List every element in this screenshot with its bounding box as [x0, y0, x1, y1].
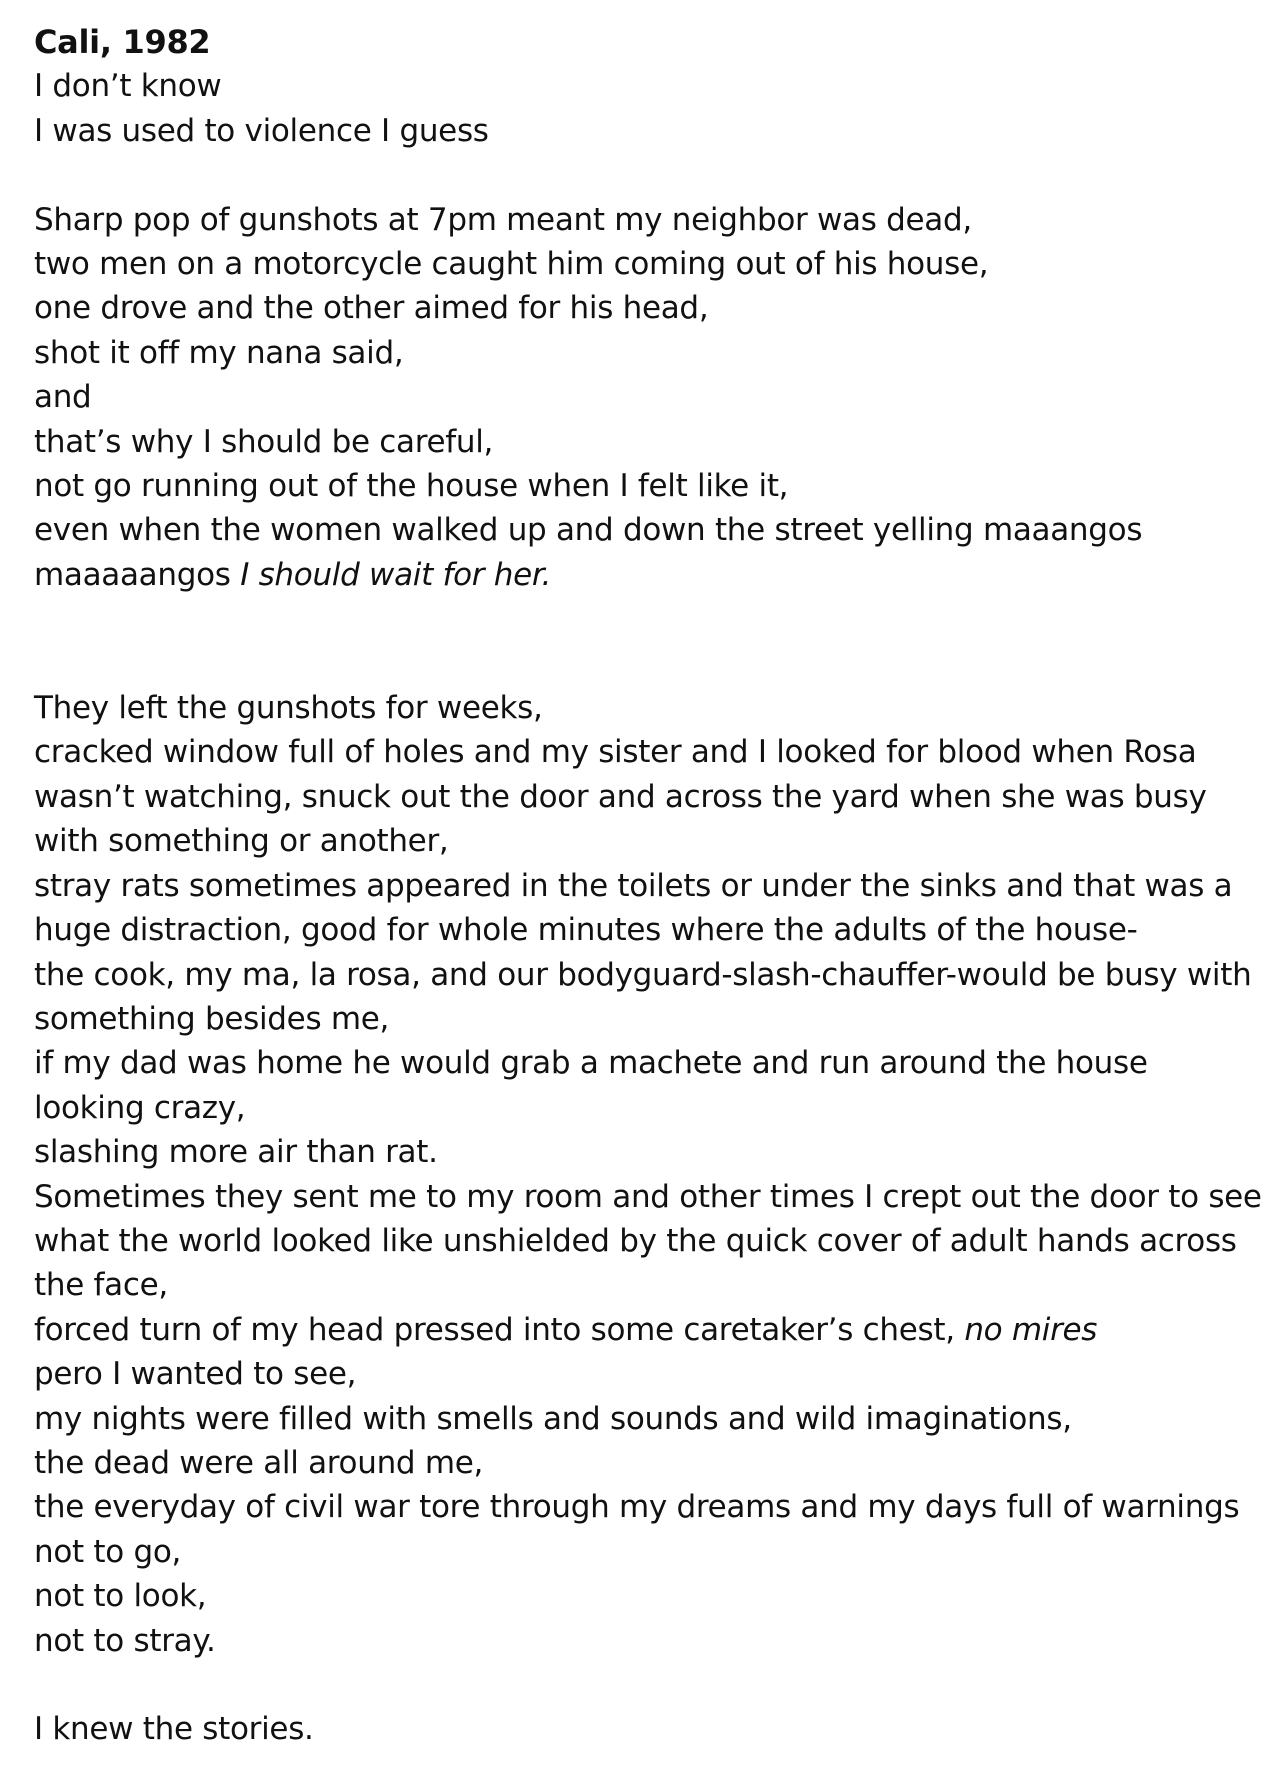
- poem-line: stray rats sometimes appeared in the toilets or under the sinks and that was a: [34, 867, 1233, 904]
- poem-line: I was used to violence I guess: [34, 112, 489, 149]
- poem-line: and: [34, 379, 92, 416]
- stanza-break: [34, 153, 1264, 197]
- poem-line: the cook, my ma, la rosa, and our bodyguard-slash-chauffer-would be busy with: [34, 956, 1252, 993]
- poem-line: cracked window full of holes and my sister and I looked for blood when Rosa: [34, 734, 1197, 771]
- poem-line: pero I wanted to see,: [34, 1356, 357, 1393]
- poem-line: two men on a motorcycle caught him coming out of his house,: [34, 246, 989, 283]
- poem-line: slashing more air than rat.: [34, 1134, 438, 1171]
- poem-line: that’s why I should be careful,: [34, 423, 494, 460]
- poem-line: Sharp pop of gunshots at 7pm meant my neighbor was dead,: [34, 201, 972, 238]
- poem-line: They left the gunshots for weeks,: [34, 690, 543, 727]
- poem-line: wasn’t watching, snuck out the door and across the yard when she was busy: [34, 778, 1207, 815]
- poem-line: the face,: [34, 1267, 168, 1304]
- poem-line: with something or another,: [34, 823, 449, 860]
- poem-line: not go running out of the house when I felt like it,: [34, 468, 789, 505]
- poem-line: what the world looked like unshielded by the quick cover of adult hands across: [34, 1222, 1237, 1259]
- poem-line: looking crazy,: [34, 1089, 246, 1126]
- poem-line: if my dad was home he would grab a machete and run around the house: [34, 1045, 1148, 1082]
- poem-closing-line: I knew the stories.: [34, 1711, 314, 1748]
- poem-line: my nights were filled with smells and sounds and wild imaginations,: [34, 1400, 1072, 1437]
- poem-line: huge distraction, good for whole minutes where the adults of the house-: [34, 912, 1138, 949]
- poem-line: not to go,: [34, 1533, 182, 1570]
- poem-line: shot it off my nana said,: [34, 334, 404, 371]
- poem-line: not to look,: [34, 1578, 207, 1615]
- poem-line: something besides me,: [34, 1000, 390, 1037]
- poem-text: forced turn of my head pressed into some caretaker’s chest,: [34, 1311, 965, 1348]
- stanza-break: [34, 1663, 1264, 1707]
- stanza-break: [34, 597, 1264, 686]
- poem: [34, 20, 1264, 1752]
- poem-line: even when the women walked up and down the street yelling maaangos: [34, 512, 1143, 549]
- poem-line: not to stray.: [34, 1622, 216, 1659]
- poem-line: the dead were all around me,: [34, 1444, 484, 1481]
- poem-line: the everyday of civil war tore through my dreams and my days full of warnings: [34, 1489, 1240, 1526]
- poem-italic-text: I should wait for her.: [240, 556, 552, 593]
- poem-title: Cali, 1982: [34, 23, 211, 61]
- poem-line: one drove and the other aimed for his head,: [34, 290, 709, 327]
- poem-text: maaaaangos: [34, 556, 241, 593]
- poem-line: Sometimes they sent me to my room and other times I crept out the door to see: [34, 1178, 1262, 1215]
- poem-italic-text: no mires: [964, 1311, 1098, 1348]
- poem-line: [34, 553, 1264, 597]
- poem-line: [34, 1308, 1264, 1352]
- poem-line: I don’t know: [34, 68, 222, 105]
